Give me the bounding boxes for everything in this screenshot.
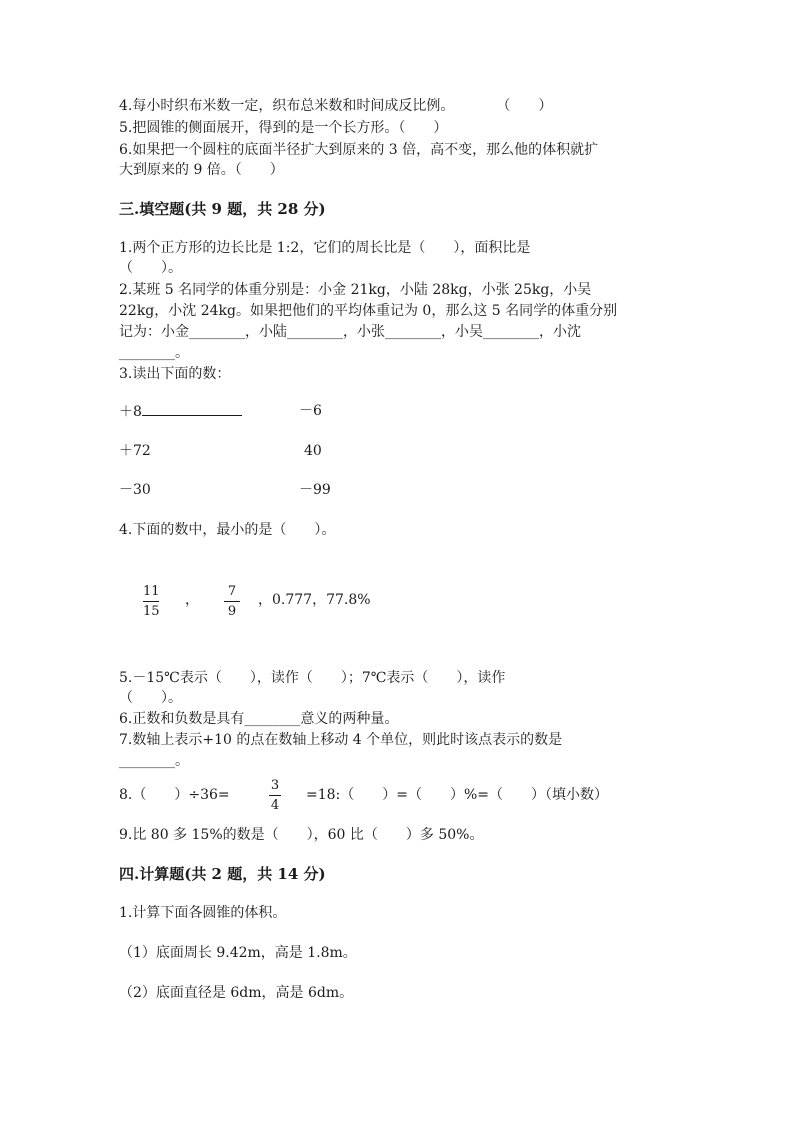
fill-q8-suffix: =18:（ ）=（ ）%=（ ）（填小数） — [306, 787, 609, 803]
read-number-plus-8: ＋8 — [119, 401, 242, 422]
fill-q5-line1: 5.－15℃表示（ ），读作（ ）；7℃表示（ ），读作 — [119, 670, 506, 686]
fill-q2-line3: 记为：小金________，小陆________，小张________，小吴________，小沈 — [119, 324, 581, 340]
fill-q5-line2: （ ）。 — [119, 690, 182, 706]
read-number-40: 40 — [304, 443, 322, 459]
fill-q3: 3.读出下面的数： — [119, 366, 231, 382]
fill-q2-line1: 2.某班 5 名同学的体重分别是：小金 21kg，小陆 28kg，小张 25kg，小吴 — [119, 282, 592, 298]
read-number-plus-72: ＋72 — [119, 443, 151, 459]
judge-q6-line2: 大到原来的 9 倍。（ ） — [119, 162, 284, 178]
read-number-minus-6: －6 — [299, 403, 322, 419]
fill-q4-separator: ， — [185, 592, 199, 608]
fill-q6: 6.正数和负数是具有________意义的两种量。 — [119, 711, 399, 727]
read-number-minus-99: －99 — [299, 482, 331, 498]
judge-q4: 4.每小时织布米数一定，织布总米数和时间成反比例。 （ ） — [119, 98, 553, 114]
section3-title: 三.填空题(共 9 题，共 28 分) — [119, 200, 326, 218]
section4-title: 四.计算题(共 2 题，共 14 分) — [119, 865, 326, 883]
fill-q7-line2: ________。 — [119, 753, 189, 769]
fill-q4-options: ，0.777，77.8% — [258, 592, 371, 608]
fill-q1-line1: 1.两个正方形的边长比是 1:2，它们的周长比是（ ），面积比是 — [119, 240, 531, 256]
fill-q8-prefix: 8.（ ）÷36= — [119, 787, 230, 803]
answer-blank — [142, 401, 242, 416]
fill-q7-line1: 7.数轴上表示+10 的点在数轴上移动 4 个单位，则此时该点表示的数是 — [119, 732, 563, 748]
judge-q6-line1: 6.如果把一个圆柱的底面半径扩大到原来的 3 倍，高不变，那么他的体积就扩 — [119, 142, 599, 158]
read-number-minus-30: －30 — [119, 482, 151, 498]
calc-q1-part2: （2）底面直径是 6dm，高是 6dm。 — [119, 985, 354, 1001]
fraction-11-15: 11 15 — [143, 584, 160, 619]
fill-q4: 4.下面的数中，最小的是（ ）。 — [119, 522, 336, 538]
fill-q1-line2: （ ）。 — [119, 260, 182, 276]
calc-q1: 1.计算下面各圆锥的体积。 — [119, 905, 287, 921]
calc-q1-part1: （1）底面周长 9.42m，高是 1.8m。 — [119, 945, 357, 961]
fill-q9: 9.比 80 多 15%的数是（ ），60 比（ ）多 50%。 — [119, 827, 484, 843]
fraction-3-4: 3 4 — [270, 778, 280, 813]
fill-q2-line4: ________。 — [119, 345, 189, 361]
fill-q2-line2: 22kg，小沈 24kg。如果把他们的平均体重记为 0，那么这 5 名同学的体重分别 — [119, 303, 618, 319]
fraction-7-9: 7 9 — [224, 584, 240, 619]
judge-q5: 5.把圆锥的侧面展开，得到的是一个长方形。（ ） — [119, 120, 448, 136]
